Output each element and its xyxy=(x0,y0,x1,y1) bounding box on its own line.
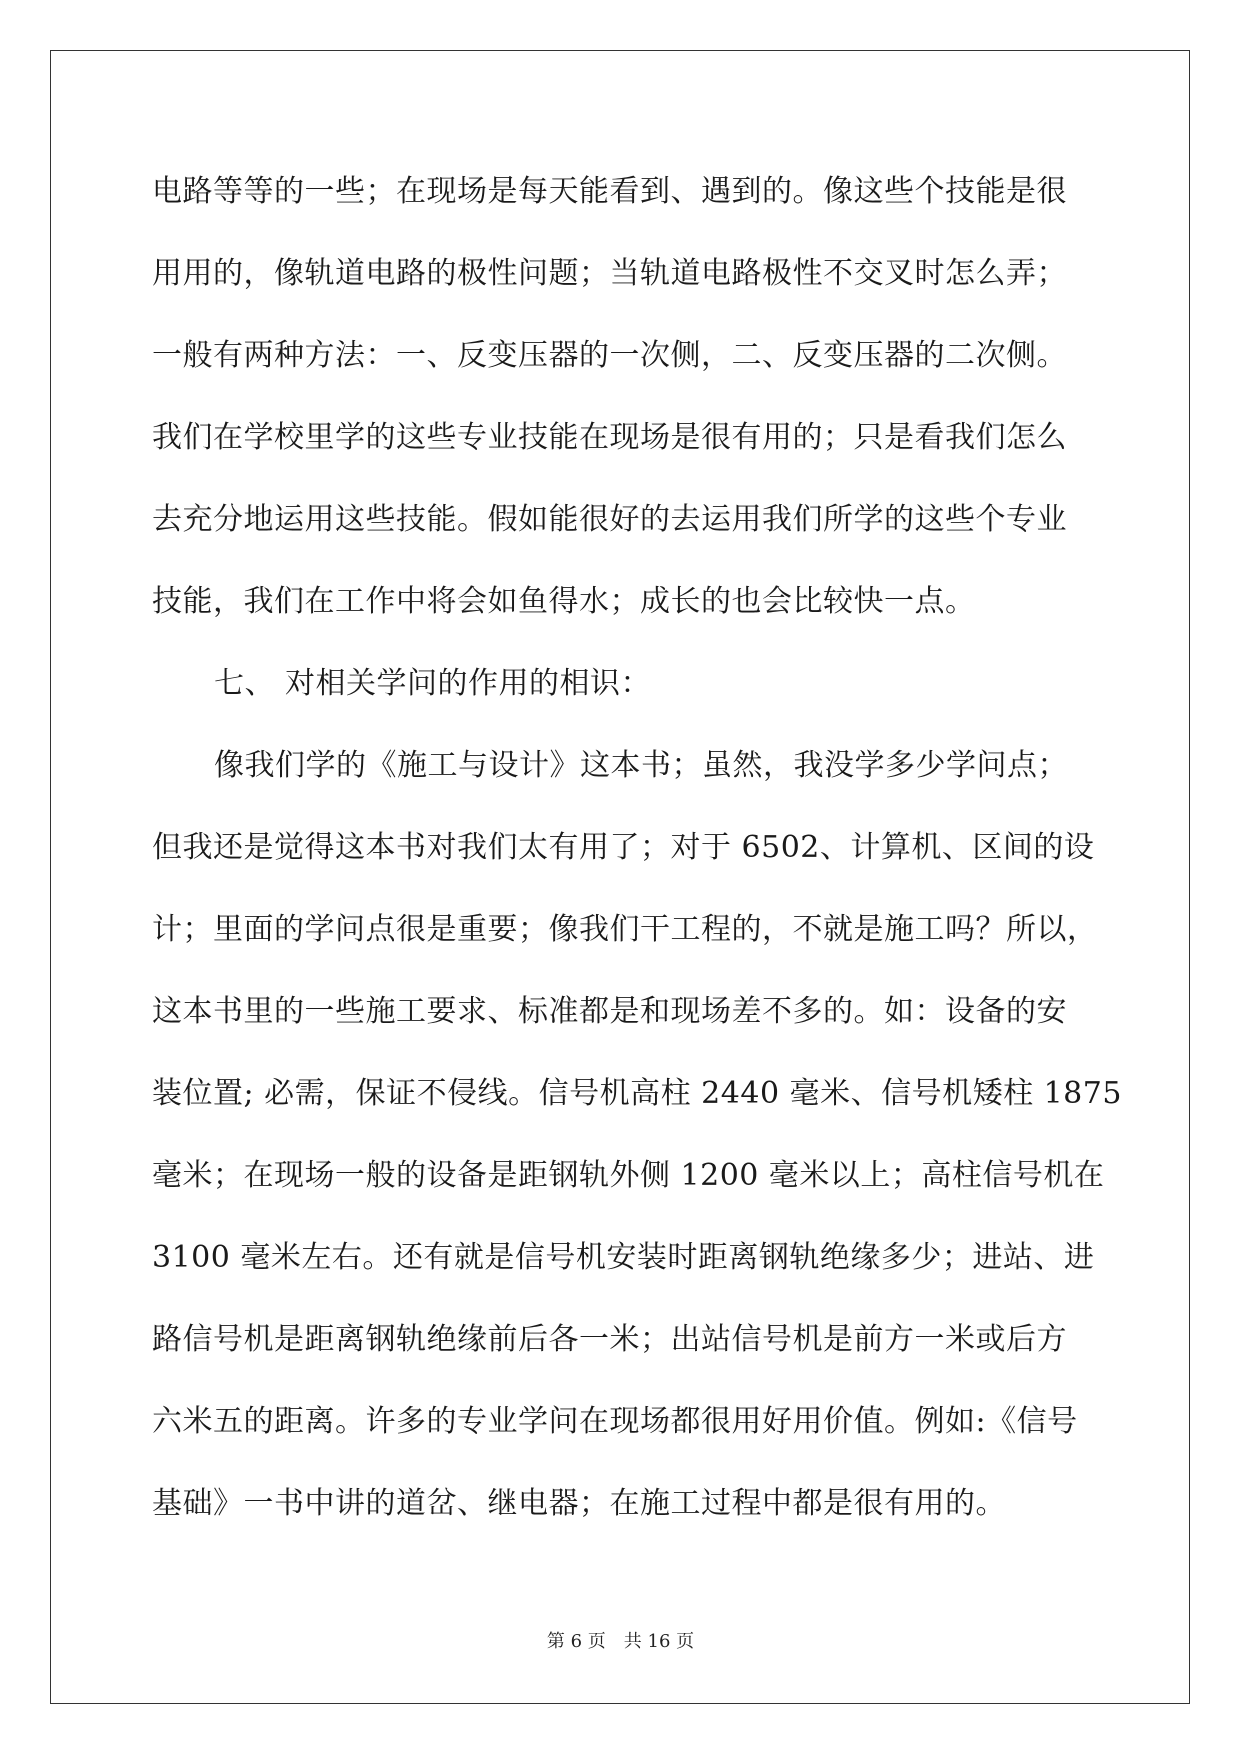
text-line: 技能，我们在工作中将会如鱼得水；成长的也会比较快一点。 xyxy=(152,584,976,619)
text-line: 毫米；在现场一般的设备是距钢轨外侧 1200 毫米以上；高柱信号机在 xyxy=(152,1158,1105,1193)
text-line: 我们在学校里学的这些专业技能在现场是很有用的；只是看我们怎么 xyxy=(152,420,1067,455)
text-line: 但我还是觉得这本书对我们太有用了；对于 6502、计算机、区间的设 xyxy=(152,830,1095,865)
paragraph-first-line: 像我们学的《施工与设计》这本书；虽然，我没学多少学问点； xyxy=(214,748,1068,783)
page-number-footer: 第 6 页 共 16 页 xyxy=(546,1631,695,1652)
section-heading: 七、 对相关学问的作用的相识： xyxy=(214,666,652,701)
text-line: 路信号机是距离钢轨绝缘前后各一米；出站信号机是前方一米或后方 xyxy=(152,1322,1067,1357)
text-line: 装位置; 必需，保证不侵线。信号机高柱 2440 毫米、信号机矮柱 1875 xyxy=(152,1076,1122,1111)
text-line: 六米五的距离。许多的专业学问在现场都很用好用价值。例如:《信号 xyxy=(152,1404,1078,1439)
text-line: 用用的，像轨道电路的极性问题；当轨道电路极性不交叉时怎么弄； xyxy=(152,256,1067,291)
text-line: 去充分地运用这些技能。假如能很好的去运用我们所学的这些个专业 xyxy=(152,502,1067,537)
document-body xyxy=(152,163,1122,1557)
text-line: 计；里面的学问点很是重要；像我们干工程的，不就是施工吗？所以， xyxy=(152,912,1098,947)
text-line: 3100 毫米左右。还有就是信号机安装时距离钢轨绝缘多少；进站、进 xyxy=(152,1240,1095,1275)
text-line: 基础》一书中讲的道岔、继电器；在施工过程中都是很有用的。 xyxy=(152,1486,1006,1521)
text-line: 这本书里的一些施工要求、标准都是和现场差不多的。如：设备的安 xyxy=(152,994,1067,1029)
text-line: 电路等等的一些；在现场是每天能看到、遇到的。像这些个技能是很 xyxy=(152,174,1067,209)
text-line: 一般有两种方法：一、反变压器的一次侧，二、反变压器的二次侧。 xyxy=(152,338,1067,373)
